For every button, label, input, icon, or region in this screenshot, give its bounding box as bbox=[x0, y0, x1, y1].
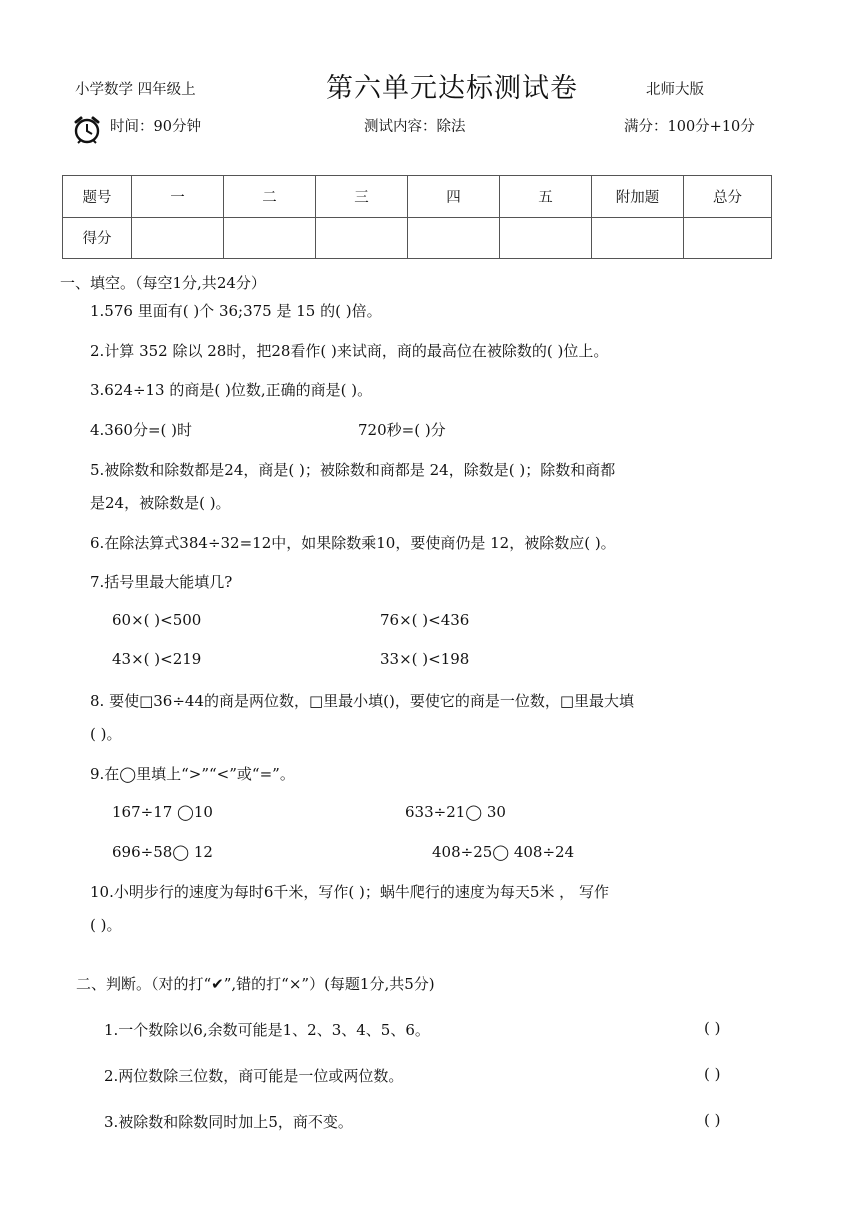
table-cell: 五 bbox=[500, 176, 592, 218]
question-6: 6.在除法算式384÷32=12中，如果除数乘10，要使商仍是 12，被除数应( )。 bbox=[90, 534, 616, 552]
subject-label: 小学数学 四年级上 bbox=[75, 82, 196, 98]
table-cell: 三 bbox=[316, 176, 408, 218]
question-7c: 43×( )<219 bbox=[112, 650, 202, 668]
judge-item-1: 1.一个数除以6,余数可能是1、2、3、4、5、6。 bbox=[104, 1021, 430, 1039]
edition-label: 北师大版 bbox=[646, 82, 704, 98]
section1-heading: 一、填空。（每空1分,共24分） bbox=[60, 274, 266, 292]
table-row bbox=[63, 176, 772, 218]
question-10-line1: 10.小明步行的速度为每时6千米，写作( )；蜗牛爬行的速度为每天5米 ， 写作 bbox=[90, 883, 609, 901]
question-9c: 696÷58◯ 12 bbox=[112, 843, 213, 861]
table-cell: 得分 bbox=[63, 217, 132, 259]
score-cell[interactable] bbox=[500, 217, 592, 259]
time-label: 时间：90分钟 bbox=[110, 119, 201, 135]
question-2: 2.计算 352 除以 28时，把28看作( )来试商，商的最高位在被除数的( )位上。 bbox=[90, 342, 609, 360]
score-cell[interactable] bbox=[592, 217, 684, 259]
table-cell: 附加题 bbox=[592, 176, 684, 218]
question-5-line2: 是24，被除数是( )。 bbox=[90, 494, 231, 512]
page-title: 第六单元达标测试卷 bbox=[326, 73, 578, 104]
answer-bracket[interactable]: ( ) bbox=[704, 1111, 721, 1129]
question-5-line1: 5.被除数和除数都是24，商是( )；被除数和商都是 24，除数是( )；除数和商都 bbox=[90, 461, 616, 479]
question-7d: 33×( )<198 bbox=[380, 650, 470, 668]
question-7a: 60×( )<500 bbox=[112, 611, 202, 629]
question-1: 1.576 里面有( )个 36;375 是 15 的( )倍。 bbox=[90, 302, 382, 320]
judge-item-2: 2.两位数除三位数，商可能是一位或两位数。 bbox=[104, 1067, 404, 1085]
section2-heading: 二、判断。（对的打“✔”,错的打“×”）(每题1分,共5分) bbox=[76, 975, 435, 993]
table-cell: 四 bbox=[408, 176, 500, 218]
question-8-line2: ( )。 bbox=[90, 725, 122, 743]
alarm-clock-icon bbox=[72, 114, 102, 146]
score-table bbox=[62, 175, 772, 259]
score-cell[interactable] bbox=[224, 217, 316, 259]
question-4b: 720秒=( )分 bbox=[358, 421, 446, 439]
judge-item-3: 3.被除数和除数同时加上5，商不变。 bbox=[104, 1113, 353, 1131]
table-cell: 二 bbox=[224, 176, 316, 218]
question-7b: 76×( )<436 bbox=[380, 611, 470, 629]
question-9: 9.在◯里填上“>”“<”或“=”。 bbox=[90, 765, 295, 783]
question-8-line1: 8. 要使□36÷44的商是两位数，□里最小填()，要使它的商是一位数，□里最大填 bbox=[90, 692, 635, 710]
full-score-label: 满分：100分+10分 bbox=[624, 119, 755, 135]
question-7: 7.括号里最大能填几? bbox=[90, 573, 233, 591]
answer-bracket[interactable]: ( ) bbox=[704, 1065, 721, 1083]
table-row bbox=[63, 217, 772, 259]
score-cell[interactable] bbox=[684, 217, 772, 259]
score-cell[interactable] bbox=[132, 217, 224, 259]
table-cell: 题号 bbox=[63, 176, 132, 218]
content-label: 测试内容：除法 bbox=[364, 119, 466, 135]
score-cell[interactable] bbox=[316, 217, 408, 259]
question-9b: 633÷21◯ 30 bbox=[405, 803, 506, 821]
table-cell: 总分 bbox=[684, 176, 772, 218]
question-9a: 167÷17 ◯10 bbox=[112, 803, 213, 821]
score-cell[interactable] bbox=[408, 217, 500, 259]
table-cell: 一 bbox=[132, 176, 224, 218]
answer-bracket[interactable]: ( ) bbox=[704, 1019, 721, 1037]
question-9d: 408÷25◯ 408÷24 bbox=[432, 843, 575, 861]
question-3: 3.624÷13 的商是( )位数,正确的商是( )。 bbox=[90, 381, 373, 399]
question-10-line2: ( )。 bbox=[90, 916, 122, 934]
question-4a: 4.360分=( )时 bbox=[90, 421, 192, 439]
